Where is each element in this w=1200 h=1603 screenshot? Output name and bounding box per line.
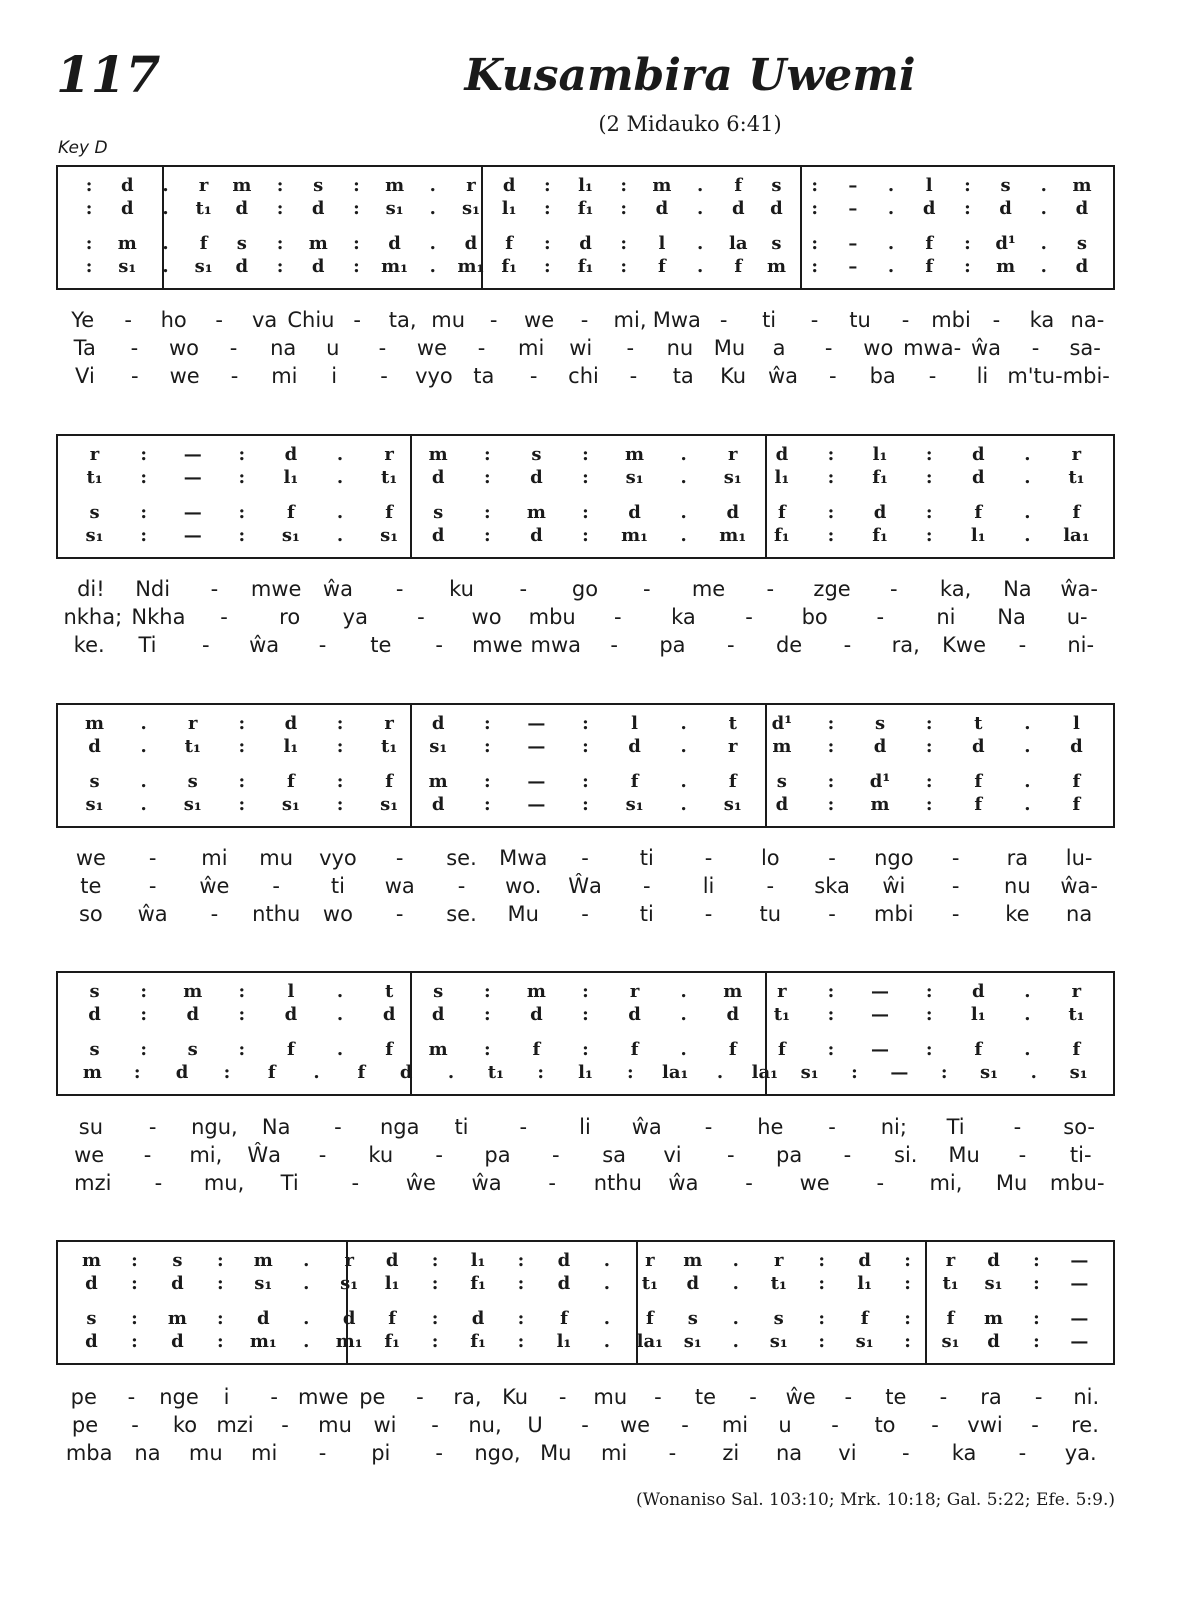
lyric-line: Ye - ho - va Chiu - ta, mu - we - mi, Mwa - ti - tu - mbi - ka na-: [71, 308, 1105, 332]
lyric-line: mba na mu mi - pi - ngo, Mu mi - zi na vi - ka - ya.: [65, 1441, 1097, 1465]
cross-references: (Wonaniso Sal. 103:10; Mrk. 10:18; Gal. 5:22; Efe. 5:9.): [636, 1490, 1115, 1510]
lyric-line: pe - ko mzi - mu wi - nu, U - we - mi u - to - vwi - re.: [71, 1413, 1099, 1437]
music-system-4: [56, 971, 1115, 1096]
notes-row: s : m : l . t s : m : r . m r : — : d . r: [89, 981, 1082, 1002]
music-system-2: [56, 434, 1115, 559]
key-signature: Key D: [58, 138, 108, 158]
notes-row: s₁ . s₁ : s₁ : s₁ d : — : s₁ . s₁ d : m : f . f: [85, 794, 1081, 815]
notes-row: d : d : s₁ . s₁ l₁ : f₁ : d . t₁ d . t₁ : l₁ : t₁ s₁ : —: [85, 1273, 1089, 1294]
lyric-line: we - mi mu vyo - se. Mwa - ti - lo - ngo - ra lu-: [75, 846, 1093, 870]
notes-row: s₁ : — : s₁ . s₁ d : d : m₁ . m₁ f₁ : f₁ : l₁ . la₁: [85, 525, 1090, 546]
notes-row: m . r : d : r d : — : l . t d¹ : s : t . l: [85, 713, 1080, 734]
notes-row: d : d : d . d d : d : d . d t₁ : — : l₁ . t₁: [88, 1004, 1085, 1025]
lyric-line: di! Ndi - mwe ŵa - ku - go - me - zge - ka, Na ŵa-: [77, 577, 1098, 601]
lyric-line: te - ŵe - ti wa - wo. Ŵa - li - ska ŵi - nu ŵa-: [80, 874, 1098, 898]
lyric-line: pe - nge i - mwe pe - ra, Ku - mu - te - ŵe - te - ra - ni.: [70, 1385, 1100, 1409]
lyric-line: mzi - mu, Ti - ŵe ŵa - nthu ŵa - we - mi, Mu mbu-: [74, 1171, 1105, 1195]
music-system-1: [56, 165, 1115, 290]
notes-row: : d . t₁ d : d : s₁ . s₁ l₁ : f₁ : d . d d : – . d : d . d: [85, 198, 1089, 219]
scripture-reference: (2 Midauko 6:41): [598, 112, 782, 136]
notes-row: m : s : m . r d : l₁ : d . r m . r : d : r d : —: [81, 1250, 1089, 1271]
lyric-line: nkha; Nkha - ro ya - wo mbu - ka - bo - ni Na u-: [63, 605, 1088, 629]
notes-row: d . t₁ : l₁ : t₁ s₁ : — : d . r m : d : d . d: [88, 736, 1083, 757]
lyric-line: Vi - we - mi i - vyo ta - chi - ta Ku ŵa - ba - li m'tu-mbi-: [75, 364, 1110, 388]
lyric-line: we - mi, Ŵa - ku - pa - sa vi - pa - si. Mu - ti-: [74, 1143, 1092, 1167]
lyric-line: su - ngu, Na - nga ti - li ŵa - he - ni; Ti - so-: [78, 1115, 1096, 1139]
notes-row: s : — : f . f s : m : d . d f : d : f . f: [89, 502, 1081, 523]
notes-row: : m . f s : m : d . d f : d : l . la s : – . f : d¹ . s: [85, 233, 1088, 254]
notes-row: s : m : d . d f : d : f . f s . s : f : f m : —: [86, 1308, 1089, 1329]
notes-row: : d . r m : s : m . r d : l₁ : m . f s : – . l : s . m: [85, 175, 1092, 196]
music-system-3: [56, 703, 1115, 828]
music-system-5: [56, 1240, 1115, 1365]
notes-row: m : d : f . f d . t₁ : l₁ : la₁ . la₁ s₁ : — : s₁ . s₁: [82, 1062, 1088, 1083]
notes-row: : s₁ . s₁ d : d : m₁ . m₁ f₁ : f₁ : f . f m : – . f : m . d: [85, 256, 1089, 277]
hymn-number: 117: [56, 45, 161, 104]
notes-row: s . s : f : f m : — : f . f s : d¹ : f . f: [89, 771, 1081, 792]
notes-row: d : d : m₁ . m₁ f₁ : f₁ : l₁ . la₁ s₁ . s₁ : s₁ : s₁ d : —: [85, 1331, 1089, 1352]
notes-row: r : — : d . r m : s : m . r d : l₁ : d . r: [89, 444, 1082, 465]
lyric-line: so ŵa - nthu wo - se. Mu - ti - tu - mbi - ke na: [78, 902, 1093, 926]
notes-row: s : s : f . f m : f : f . f f : — : f . f: [89, 1039, 1081, 1060]
notes-row: t₁ : — : l₁ . t₁ d : d : s₁ . s₁ l₁ : f₁ : d . t₁: [86, 467, 1085, 488]
hymn-title: Kusambira Uwemi: [464, 50, 916, 101]
lyric-line: Ta - wo - na u - we - mi wi - nu Mu a - wo mwa- ŵa - sa-: [73, 336, 1101, 360]
lyric-line: ke. Ti - ŵa - te - mwe mwa - pa - de - ra, Kwe - ni-: [73, 633, 1095, 657]
